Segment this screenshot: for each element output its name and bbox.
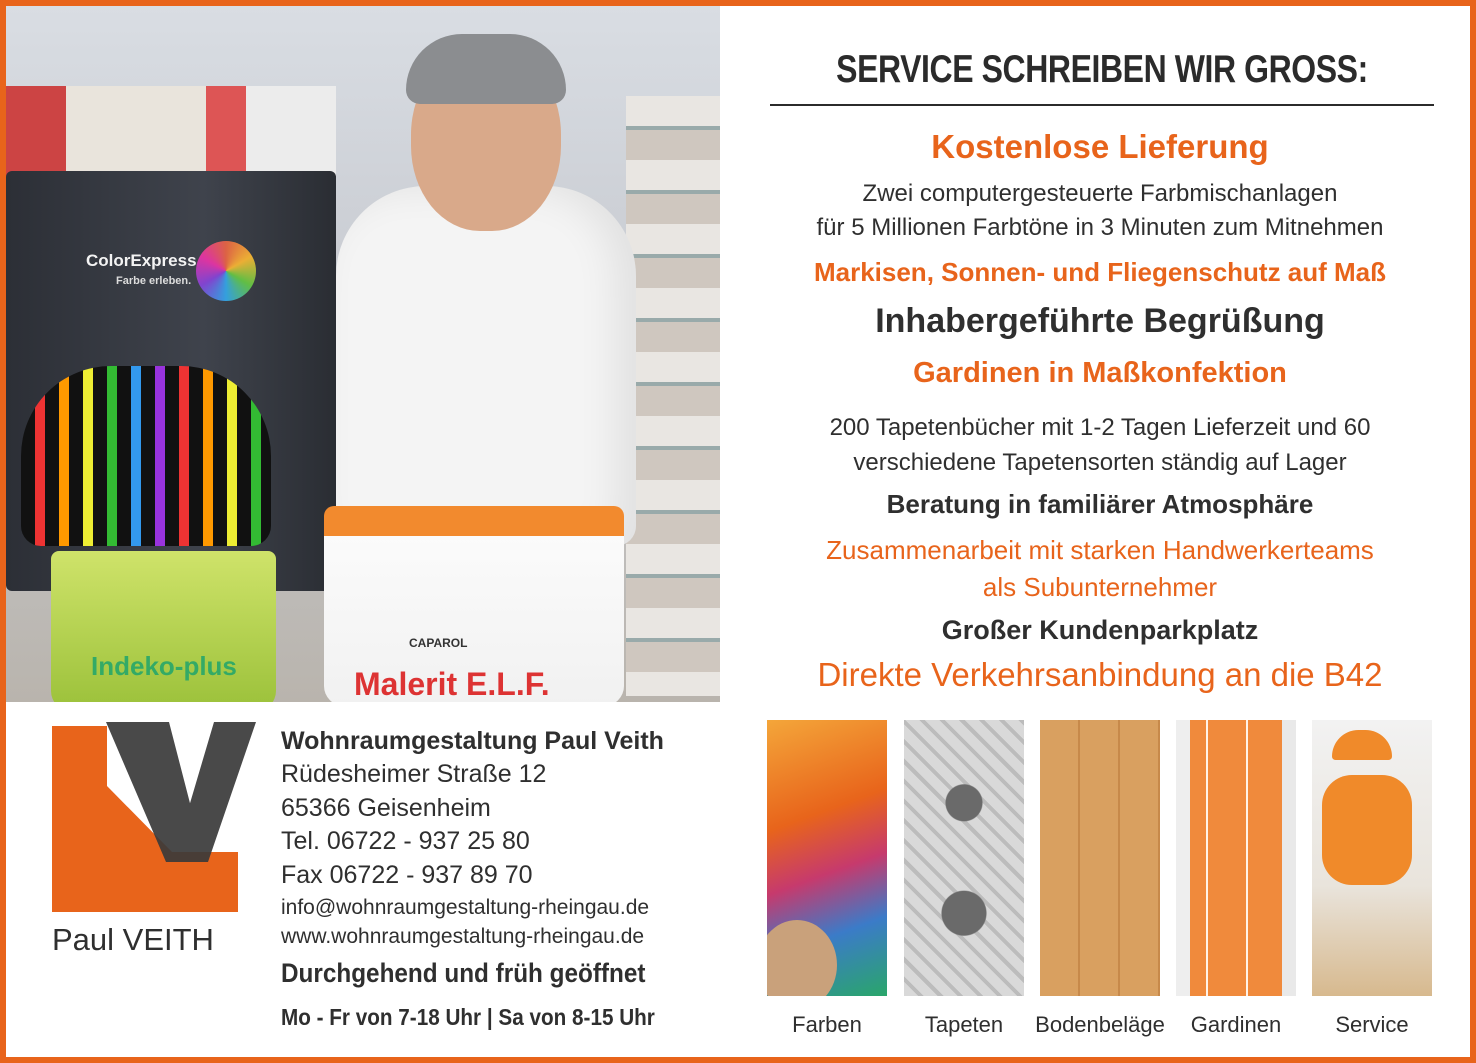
category-label-farben: Farben [792, 1012, 862, 1037]
service-greeting: Inhabergeführte Begrüßung [875, 302, 1325, 340]
service-wallpaper-line1: 200 Tapetenbücher mit 1-2 Tagen Lieferzeit und 60 [829, 414, 1371, 441]
address-city: 65366 Geisenheim [281, 794, 491, 822]
category-label-gardinen: Gardinen [1190, 1012, 1282, 1037]
address-street: Rüdesheimer Straße 12 [281, 760, 547, 788]
paint-bucket-orange [324, 506, 624, 702]
opening-hours-title: Durchgehend und früh geöffnet [281, 958, 646, 988]
category-label-service: Service [1335, 1012, 1409, 1037]
tile-gardinen-image [1176, 720, 1296, 996]
service-transport: Direkte Verkehrsanbindung an die B42 [817, 656, 1383, 693]
cap-icon [1332, 730, 1392, 760]
service-delivery: Kostenlose Lieferung [931, 128, 1269, 165]
email-address[interactable]: info@wohnraumgestaltung-rheingau.de [281, 896, 650, 919]
bucket-orange-label: Malerit E.L.F. [354, 666, 550, 702]
owner-hair [406, 34, 566, 104]
machine-brand: ColorExpress [86, 251, 197, 270]
owner-shirt [336, 186, 636, 546]
service-mixing-line2: für 5 Millionen Farbtöne in 3 Minuten zum Mitnehmen [816, 214, 1384, 241]
service-craftsmen-line2: als Subunternehmer [982, 572, 1218, 602]
curtain-branch [1246, 720, 1248, 996]
service-curtains: Gardinen in Maßkonfektion [913, 357, 1287, 389]
logo-name: Paul VEITH [52, 922, 214, 957]
tile-tapeten-image [904, 720, 1024, 996]
paint-brush-icon [767, 920, 837, 996]
tile-bodenbelaege-image [1040, 720, 1160, 996]
service-wallpaper-line2: verschiedene Tapetensorten ständig auf Lager [853, 449, 1347, 476]
tile-farben-image [767, 720, 887, 996]
striped-elephant-figure [21, 366, 271, 546]
service-mixing-line1: Zwei computergesteuerte Farbmischanlagen [862, 180, 1338, 207]
curtain-branch [1206, 720, 1208, 996]
worker-shirt [1322, 775, 1412, 885]
headline: SERVICE SCHREIBEN WIR GROSS: [836, 48, 1368, 91]
bucket-green-label: Indeko-plus [91, 651, 237, 681]
service-advice: Beratung in familiärer Atmosphäre [886, 489, 1314, 519]
opening-hours: Mo - Fr von 7-18 Uhr | Sa von 8-15 Uhr [281, 1004, 655, 1030]
paint-bucket-green [51, 551, 276, 702]
bucket-brand: CAPAROL [409, 636, 468, 650]
website-url[interactable]: www.wohnraumgestaltung-rheingau.de [281, 925, 645, 948]
phone-number: Tel. 06722 - 937 25 80 [281, 827, 530, 855]
service-craftsmen-line1: Zusammenarbeit mit starken Handwerkerteams [826, 535, 1374, 565]
tile-service-image [1312, 720, 1432, 996]
service-parking: Großer Kundenparkplatz [941, 615, 1259, 645]
shelf-right [626, 96, 720, 696]
service-awnings: Markisen, Sonnen- und Fliegenschutz auf Maß [813, 257, 1387, 287]
headline-rule [770, 104, 1434, 106]
category-label-tapeten: Tapeten [924, 1012, 1004, 1037]
shelf-top [6, 86, 336, 176]
fax-number: Fax 06722 - 937 89 70 [281, 861, 533, 889]
swirl-icon [196, 241, 256, 301]
company-name: Wohnraumgestaltung Paul Veith [281, 727, 664, 755]
machine-tagline: Farbe erleben. [116, 275, 192, 287]
store-photo [6, 6, 720, 702]
category-label-bodenbelaege: Bodenbeläge [1035, 1012, 1165, 1037]
